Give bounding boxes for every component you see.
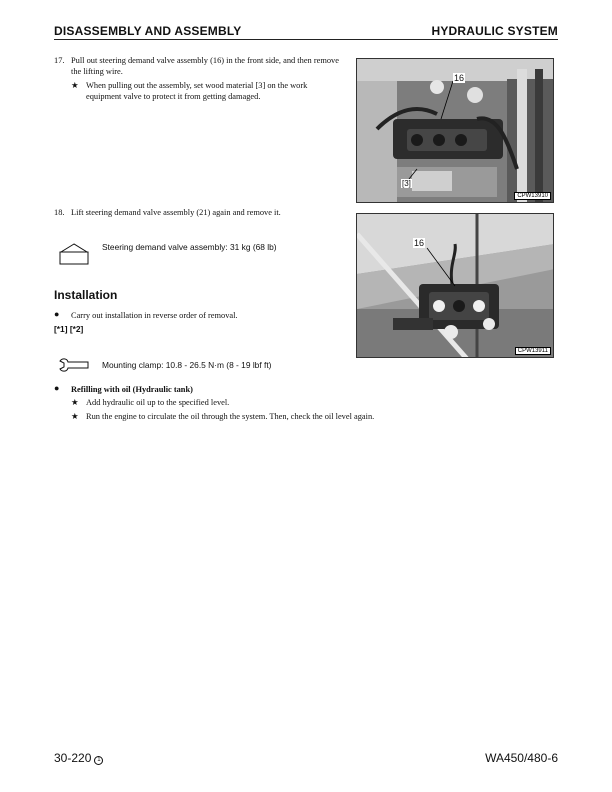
section-title: DISASSEMBLY AND ASSEMBLY [54,24,242,38]
page-number-text: 30-220 [54,751,92,765]
callout-3: [3] [402,179,411,188]
photo-valve-lift [356,213,554,358]
weight-spec: Steering demand valve assembly: 31 kg (68 lb) [102,242,277,252]
installation-bullet [54,310,354,322]
model-name: WA450/480-6 [485,751,558,765]
step-text: Lift steering demand valve assembly (21) again and remove it. [71,208,281,217]
step-18 [54,207,344,219]
torque-spec: Mounting clamp: 10.8 - 26.5 N·m (8 - 19 lbf ft) [102,360,272,370]
bullet-text: Carry out installation in reverse order of removal. [71,311,238,320]
step-number: 17. [54,56,65,65]
step-number: 18. [54,208,65,217]
refill-item-text: Run the engine to circulate the oil through the system. Then, check the oil level again. [86,412,375,421]
bullet-icon: ● [54,309,60,319]
step-text: Pull out steering demand valve assembly (16) in the front side, and then remove the lifting wire. [71,56,339,76]
callout-16: 16 [414,238,425,248]
note-text: When pulling out the assembly, set wood material [3] on the work equipment valve to protect it from getting damaged. [86,81,308,101]
refill-item-text: Add hydraulic oil up to the specified level. [86,398,230,407]
page-number [54,751,103,765]
page-header [54,24,558,40]
refill-title: Refilling with oil (Hydraulic tank) [71,385,193,394]
step-17 [54,55,344,80]
refill-bullet [54,384,354,396]
weight-icon [58,243,90,265]
chapter-title: HYDRAULIC SYSTEM [431,24,558,38]
refill-item [71,411,491,423]
photo-code: CPW13911 [515,347,551,355]
step-17-note [71,80,343,104]
refill-item [71,397,491,409]
reference-marks: [*1] [*2] [54,324,84,334]
bullet-icon: ● [54,383,60,393]
star-icon: ★ [71,398,79,407]
wrench-icon [58,358,90,372]
callout-16: 16 [454,73,465,83]
revision-mark: 1 [94,756,103,765]
photo-valve-removal [356,58,554,203]
installation-heading: Installation [54,288,118,302]
photo-illustration [357,214,554,358]
photo-code: CPW13910 [514,192,551,200]
star-icon: ★ [71,81,79,90]
star-icon: ★ [71,412,79,421]
